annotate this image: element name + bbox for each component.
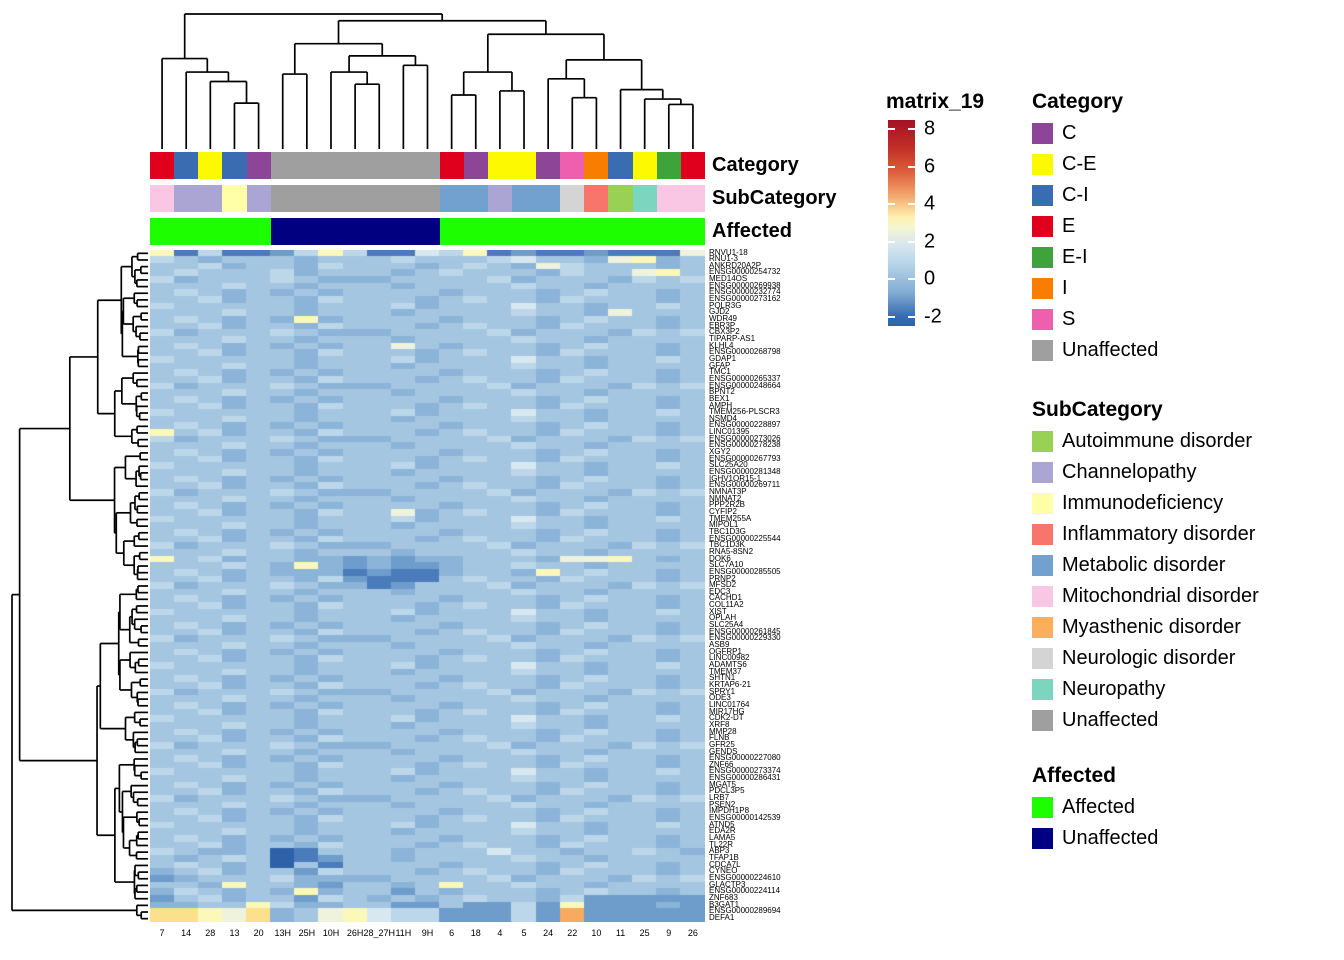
column-label: 14	[181, 928, 192, 938]
annotation-cell	[247, 185, 271, 212]
annotation-cell	[198, 185, 222, 212]
legend-item	[1032, 523, 1255, 546]
legend-label: Metabolic disorder	[1062, 554, 1226, 576]
legend-label: Unaffected	[1062, 709, 1159, 731]
annotation-cell	[391, 185, 415, 212]
row-label: ENSG00000269711	[709, 480, 781, 490]
legend-item	[1032, 184, 1089, 207]
subcategory-track-label: SubCategory	[712, 187, 837, 209]
row-label: TMEM256-PLSCR3	[709, 407, 780, 417]
matrix-colorbar-ticks	[888, 117, 968, 328]
row-label: TBC1D3G	[709, 526, 746, 536]
annotation-cell	[488, 185, 512, 212]
legend-label: Neurologic disorder	[1062, 647, 1236, 669]
column-label: 10H	[322, 928, 340, 938]
row-label: KLHL4	[709, 340, 734, 350]
row-label: ENSG00000265337	[709, 373, 781, 383]
annotation-cell	[608, 152, 632, 179]
colorbar-tick	[888, 128, 895, 130]
row-label: LINC00982	[709, 653, 750, 663]
legend-swatch	[1032, 431, 1053, 452]
row-label: BPNT2	[709, 387, 735, 397]
legend-item	[1032, 122, 1076, 145]
annotation-cell	[584, 185, 608, 212]
row-label: TIPARP-AS1	[709, 333, 756, 343]
row-label: RNVU1-18	[709, 247, 748, 257]
colorbar-tick	[888, 278, 895, 280]
row-label: ODE3	[709, 693, 731, 703]
row-label: IGHV1OR15-1	[709, 473, 762, 483]
colorbar-tick	[908, 316, 915, 318]
row-label: ZNF66	[709, 759, 734, 769]
annotation-cell	[512, 185, 536, 212]
legend-swatch	[1032, 462, 1053, 483]
legend-label: I	[1062, 277, 1068, 299]
annotation-cell	[319, 152, 343, 179]
row-label: ENSG00000269938	[709, 280, 781, 290]
subcategory-legend-title: SubCategory	[1032, 398, 1163, 421]
annotation-cell	[536, 218, 560, 245]
annotation-cell	[198, 152, 222, 179]
row-label: ENSG00000289694	[709, 906, 781, 916]
row-label: ENSG00000225544	[709, 533, 781, 543]
legend-label: Mitochondrial disorder	[1062, 585, 1259, 607]
row-label: IMPDH1P8	[709, 806, 750, 816]
column-label: 24	[543, 928, 554, 938]
column-label: 22	[567, 928, 578, 938]
row-label: GFAP	[709, 360, 731, 370]
legend-item	[1032, 709, 1158, 732]
row-label: PRNP2	[709, 573, 736, 583]
row-label: BEX1	[709, 393, 730, 403]
row-label: SLC7A10	[709, 560, 744, 570]
row-label: ENSG00000267793	[709, 453, 781, 463]
row-label: GENDS	[709, 746, 738, 756]
annotation-cell	[295, 152, 319, 179]
colorbar-tick	[908, 241, 915, 243]
colorbar-tick-label: 8	[924, 117, 936, 140]
annotation-cell	[343, 185, 367, 212]
row-label: ENSG00000224610	[709, 872, 781, 882]
colorbar-tick	[908, 166, 915, 168]
row-label: CBX3P2	[709, 327, 740, 337]
annotation-cell	[633, 218, 657, 245]
annotation-cell	[150, 152, 174, 179]
legend-item	[1032, 616, 1241, 639]
row-label: TMEM255A	[709, 513, 752, 523]
annotation-cell	[295, 185, 319, 212]
colorbar-tick-label: 2	[924, 230, 936, 253]
legend-swatch	[1032, 555, 1053, 576]
row-label: EDC3	[709, 586, 731, 596]
annotation-cell	[295, 218, 319, 245]
legend-item	[1032, 461, 1197, 484]
annotation-cell	[343, 218, 367, 245]
annotation-cell	[367, 152, 391, 179]
legend-label: Unaffected	[1062, 827, 1159, 849]
row-label: GLACTP3	[709, 879, 746, 889]
row-label: SPRY1	[709, 686, 736, 696]
legend-label: C-I	[1062, 184, 1089, 206]
column-label: 9H	[421, 928, 434, 938]
row-label: LAMA5	[709, 833, 736, 842]
affected-track-label: Affected	[712, 220, 793, 242]
column-label: 13	[229, 928, 240, 938]
column-labels	[150, 928, 705, 942]
column-label: 26H	[346, 928, 364, 938]
row-label: ANKRD20A2P	[709, 260, 762, 270]
affected-legend-title: Affected	[1032, 764, 1117, 787]
annotation-cell	[681, 218, 705, 245]
annotation-cell	[391, 218, 415, 245]
annotation-cell	[174, 218, 198, 245]
row-label: LINC01764	[709, 699, 750, 709]
row-label: MIR17HG	[709, 706, 745, 716]
row-label: OPLAH	[709, 613, 737, 623]
legend-label: E-I	[1062, 246, 1088, 268]
row-label: NMNAT3P	[709, 487, 747, 497]
colorbar-tick	[888, 241, 895, 243]
legend-label: C	[1062, 122, 1077, 144]
row-label: RNA5-8SN2	[709, 546, 754, 556]
annotation-cell	[150, 185, 174, 212]
colorbar-tick	[888, 316, 895, 318]
row-label: CACHD1	[709, 593, 742, 603]
column-label: 5	[521, 928, 527, 938]
annotation-cell	[247, 152, 271, 179]
legend-label: Autoimmune disorder	[1062, 430, 1253, 452]
row-label: PSEN2	[709, 799, 736, 809]
annotation-cell	[464, 185, 488, 212]
row-label: GFR25	[709, 739, 735, 749]
column-label: 13H	[274, 928, 291, 938]
annotation-cell	[681, 185, 705, 212]
row-label: ENSG00000228897	[709, 420, 781, 430]
annotation-cell	[584, 218, 608, 245]
annotation-cell	[536, 152, 560, 179]
row-label: ENSG00000232774	[709, 287, 781, 297]
annotation-cell	[343, 152, 367, 179]
annotation-cell	[367, 218, 391, 245]
row-label: ENSG00000227080	[709, 753, 781, 763]
row-label: ENSG00000224114	[709, 886, 781, 896]
row-label: GJD2	[709, 307, 730, 317]
legend-swatch	[1032, 648, 1053, 669]
legend-swatch	[1032, 828, 1053, 849]
row-label: SHTN1	[709, 673, 736, 683]
legend-item	[1032, 647, 1235, 670]
legend-label: Neuropathy	[1062, 678, 1166, 700]
row-label: MFSD2	[709, 580, 737, 590]
column-label: 11	[615, 928, 626, 938]
row-label: XIST	[709, 606, 727, 616]
category-legend	[1032, 122, 1332, 382]
row-label: GDAP1	[709, 353, 737, 363]
legend-swatch	[1032, 617, 1053, 638]
colorbar-tick	[888, 203, 895, 205]
row-label: EBR3P	[709, 320, 736, 330]
annotation-cell	[560, 218, 584, 245]
legend-item	[1032, 554, 1225, 577]
row-label: MIPOL1	[709, 520, 739, 530]
category-legend-title: Category	[1032, 90, 1124, 113]
legend-label: Affected	[1062, 796, 1136, 818]
row-label: CDK2-DT	[709, 713, 744, 723]
row-label: FLNB	[709, 733, 730, 743]
column-dendrogram	[150, 8, 705, 149]
column-label: 4	[497, 928, 503, 938]
row-label: KRTAP6-21	[709, 679, 751, 689]
legend-swatch	[1032, 154, 1053, 175]
row-label: ENSG00000285505	[709, 566, 781, 576]
column-label: 11H	[395, 928, 412, 938]
annotation-cell	[174, 152, 198, 179]
row-label: RNU1-3	[709, 254, 738, 264]
legend-swatch	[1032, 679, 1053, 700]
row-label: PPP2R2B	[709, 500, 746, 510]
legend-item	[1032, 585, 1259, 608]
row-label: ENSG00000248664	[709, 380, 781, 390]
colorbar-tick-label: -2	[924, 305, 942, 328]
annotation-cell	[198, 218, 222, 245]
legend-label: S	[1062, 308, 1076, 330]
annotation-cell	[440, 185, 464, 212]
category-annotation-bar	[150, 152, 705, 179]
row-label: LINC01395	[709, 427, 750, 437]
legend-label: Immunodeficiency	[1062, 492, 1224, 514]
annotation-cell	[415, 218, 439, 245]
row-label: POLR3G	[709, 300, 742, 310]
legend-item	[1032, 277, 1068, 300]
colorbar-tick	[908, 278, 915, 280]
annotation-cell	[512, 218, 536, 245]
legend-label: Channelopathy	[1062, 461, 1197, 483]
colorbar-tick	[888, 166, 895, 168]
annotation-cell	[464, 152, 488, 179]
annotation-cell	[512, 152, 536, 179]
row-label: TMC1	[709, 367, 731, 377]
row-label: ENSG00000142539	[709, 813, 781, 823]
row-label: ASB9	[709, 640, 730, 650]
row-label: ENSG00000254732	[709, 267, 781, 277]
annotation-cell	[150, 218, 174, 245]
row-label: NSMD4	[709, 413, 738, 423]
annotation-cell	[633, 152, 657, 179]
legend-item	[1032, 678, 1165, 701]
annotation-cell	[271, 218, 295, 245]
row-label: PDCL3P5	[709, 786, 745, 796]
legend-label: Inflammatory disorder	[1062, 523, 1256, 545]
row-label: ENSG00000273162	[709, 294, 781, 304]
row-label: MMP28	[709, 726, 737, 736]
row-label: ATND5	[709, 819, 735, 829]
legend-label: E	[1062, 215, 1076, 237]
annotation-cell	[440, 218, 464, 245]
row-label: ENSG00000268798	[709, 347, 781, 357]
column-label: 28	[205, 928, 216, 938]
row-label: DOK6	[709, 553, 731, 563]
category-track-label: Category	[712, 154, 799, 176]
row-label: ZNF683	[709, 892, 738, 902]
column-label: 7	[159, 928, 165, 938]
annotation-cell	[657, 185, 681, 212]
annotation-cell	[415, 185, 439, 212]
row-label: TBC1D3K	[709, 540, 746, 550]
row-label: ENSG00000281348	[709, 467, 781, 477]
colorbar-tick	[908, 203, 915, 205]
annotation-cell	[657, 152, 681, 179]
legend-swatch	[1032, 309, 1053, 330]
column-label: 25	[639, 928, 650, 938]
row-label: XGY2	[709, 447, 731, 457]
column-label: 10	[591, 928, 602, 938]
annotation-cell	[560, 152, 584, 179]
row-labels	[709, 247, 859, 930]
annotation-cell	[608, 218, 632, 245]
annotation-cell	[681, 152, 705, 179]
annotation-cell	[657, 218, 681, 245]
annotation-cell	[319, 185, 343, 212]
row-label: TFAP1B	[709, 852, 739, 862]
column-label: 25H	[298, 928, 316, 938]
row-label: DEFA1	[709, 912, 735, 922]
matrix-legend-title: matrix_19	[886, 90, 985, 113]
row-label: ENSG00000286431	[709, 773, 781, 783]
annotation-cell	[440, 152, 464, 179]
row-label: XRF8	[709, 719, 730, 729]
row-label: LRB7	[709, 793, 730, 803]
subcategory-legend	[1032, 430, 1332, 760]
legend-item	[1032, 796, 1135, 819]
annotation-cell	[536, 185, 560, 212]
column-label: 28_27H	[363, 928, 395, 938]
row-label: TL22R	[709, 839, 734, 849]
row-label: WDR49	[709, 314, 738, 324]
row-label: ENSG00000273026	[709, 433, 781, 443]
row-label: ENSG00000261845	[709, 626, 781, 636]
colorbar-tick-label: 0	[924, 267, 936, 290]
legend-swatch	[1032, 216, 1053, 237]
row-dendrogram	[6, 250, 148, 922]
legend-item	[1032, 492, 1223, 515]
annotation-cell	[560, 185, 584, 212]
legend-swatch	[1032, 247, 1053, 268]
column-label: 18	[470, 928, 481, 938]
column-label: 9	[666, 928, 672, 938]
legend-item	[1032, 827, 1158, 850]
column-label: 26	[687, 928, 698, 938]
legend-label: C-E	[1062, 153, 1097, 175]
heatmap-matrix	[150, 250, 705, 922]
annotation-cell	[464, 218, 488, 245]
legend-swatch	[1032, 524, 1053, 545]
annotation-cell	[367, 185, 391, 212]
row-label: ENSG00000273374	[709, 766, 781, 776]
annotation-cell	[222, 218, 246, 245]
annotation-cell	[222, 185, 246, 212]
legend-item	[1032, 308, 1075, 331]
annotation-cell	[319, 218, 343, 245]
row-label: EDA2R	[709, 826, 736, 836]
row-label: CYNEO	[709, 866, 738, 876]
legend-swatch	[1032, 710, 1053, 731]
annotation-cell	[633, 185, 657, 212]
row-label: ABP3	[709, 846, 730, 856]
affected-legend	[1032, 796, 1332, 876]
annotation-cell	[488, 218, 512, 245]
annotation-cell	[247, 218, 271, 245]
subcategory-annotation-bar	[150, 185, 705, 212]
annotation-cell	[608, 185, 632, 212]
legend-item	[1032, 339, 1158, 362]
colorbar-tick-label: 6	[924, 155, 936, 178]
column-label: 20	[253, 928, 264, 938]
legend-label: Myasthenic disorder	[1062, 616, 1241, 638]
row-label: OGFRP1	[709, 646, 742, 656]
row-label: CYFIP2	[709, 506, 738, 516]
legend-label: Unaffected	[1062, 339, 1159, 361]
affected-annotation-bar	[150, 218, 705, 245]
row-label: CDCA7L	[709, 859, 741, 869]
annotation-cell	[415, 152, 439, 179]
row-label: ENSG00000229330	[709, 633, 781, 643]
legend-swatch	[1032, 797, 1053, 818]
legend-item	[1032, 153, 1096, 176]
legend-swatch	[1032, 493, 1053, 514]
row-label: SLC25A20	[709, 460, 748, 470]
legend-swatch	[1032, 586, 1053, 607]
row-label: B3GAT1	[709, 899, 740, 909]
annotation-cell	[391, 152, 415, 179]
row-label: TMEM37	[709, 666, 742, 676]
legend-swatch	[1032, 123, 1053, 144]
legend-item	[1032, 430, 1252, 453]
legend-swatch	[1032, 340, 1053, 361]
annotation-cell	[271, 152, 295, 179]
annotation-cell	[488, 152, 512, 179]
column-label: 6	[449, 928, 455, 938]
annotation-cell	[584, 152, 608, 179]
colorbar-tick	[908, 128, 915, 130]
legend-swatch	[1032, 185, 1053, 206]
row-label: MGAT5	[709, 779, 736, 789]
row-label: SLC25A4	[709, 620, 744, 630]
annotation-cell	[271, 185, 295, 212]
colorbar-tick-label: 4	[924, 192, 936, 215]
row-label: COL11A2	[709, 600, 744, 610]
legend-item	[1032, 215, 1075, 238]
annotation-cell	[174, 185, 198, 212]
annotation-cell	[222, 152, 246, 179]
row-label: AMPH	[709, 400, 733, 410]
row-label: MED14OS	[709, 274, 748, 284]
legend-swatch	[1032, 278, 1053, 299]
row-label: ADAMTS6	[709, 660, 747, 669]
legend-item	[1032, 246, 1088, 269]
row-label: NMNAT2	[709, 493, 742, 503]
row-label: ENSG00000278238	[709, 440, 781, 450]
